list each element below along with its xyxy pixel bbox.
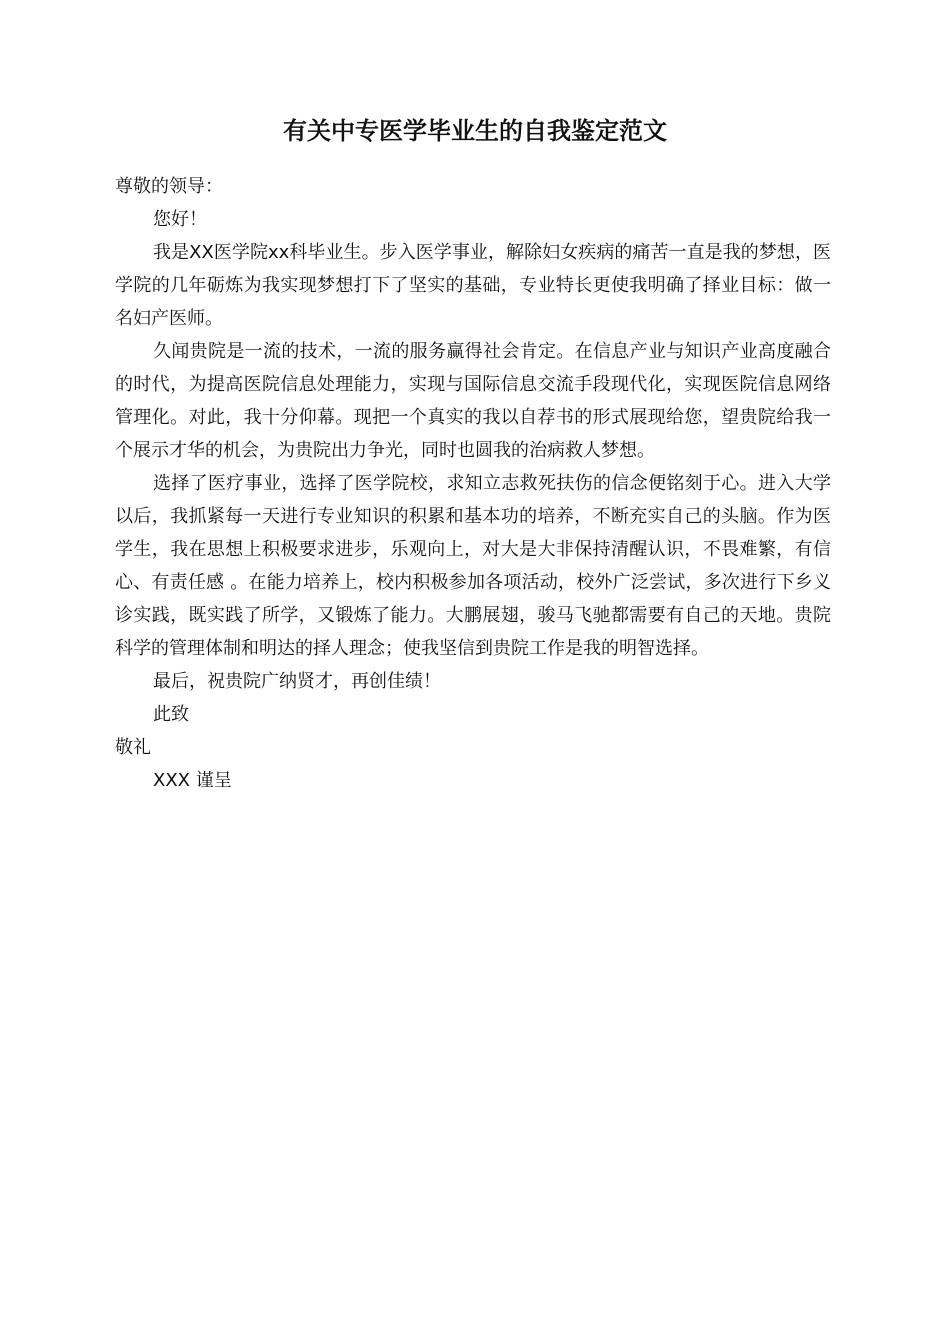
closing-cizhi: 此致 — [153, 704, 189, 725]
paragraph-wishes: 最后，祝贵院广纳贤才，再创佳绩！ — [153, 671, 441, 692]
paragraph-hospital: 久闻贵院是一流的技术，一流的服务赢得社会肯定。在信息产业与知识产业高度融合的时代，为提高医院信息处理能力，实现与国际信息交流手段现代化，实现医院信息网络管理化。对此，我十分仰幕。现把一个真实的我以自荐书的形式展现给您，望贵院给我一个展示才华的机会，为贵院出力争光，同时也圆我的治病救人梦想。 — [115, 341, 831, 461]
document-body — [115, 170, 831, 797]
paragraph-study: 选择了医疗事业，选择了医学院校，求知立志救死扶伤的信念便铭刻于心。进入大学以后，我抓紧每一天进行专业知识的积累和基本功的培养，不断充实自己的头脑。作为医学生，我在思想上积极要求进步，乐观向上，对大是大非保持清醒认识，不畏难繁，有信心、有责任感 。在能力培养上，校内积极参加各项活动，校外广泛尝试，多次进行下乡义诊实践，既实践了所学，又锻炼了能力。大鹏展翅，骏马飞驰都需要有自己的天地。贵院科学的管理体制和明达的择人理念；使我坚信到贵院工作是我的明智选择。 — [115, 473, 831, 659]
salutation: 尊敬的领导： — [115, 176, 223, 197]
document-title: 有关中专医学毕业生的自我鉴定范文 — [283, 117, 667, 145]
closing-jingli: 敬礼 — [115, 737, 151, 758]
greeting: 您好！ — [153, 209, 207, 230]
paragraph-intro: 我是XX医学院xx科毕业生。步入医学事业，解除妇女疾病的痛苦一直是我的梦想，医学院的几年砺炼为我实现梦想打下了坚实的基础，专业特长更使我明确了择业目标：做一名妇产医师。 — [115, 242, 831, 329]
signature: XXX 谨呈 — [153, 770, 232, 791]
